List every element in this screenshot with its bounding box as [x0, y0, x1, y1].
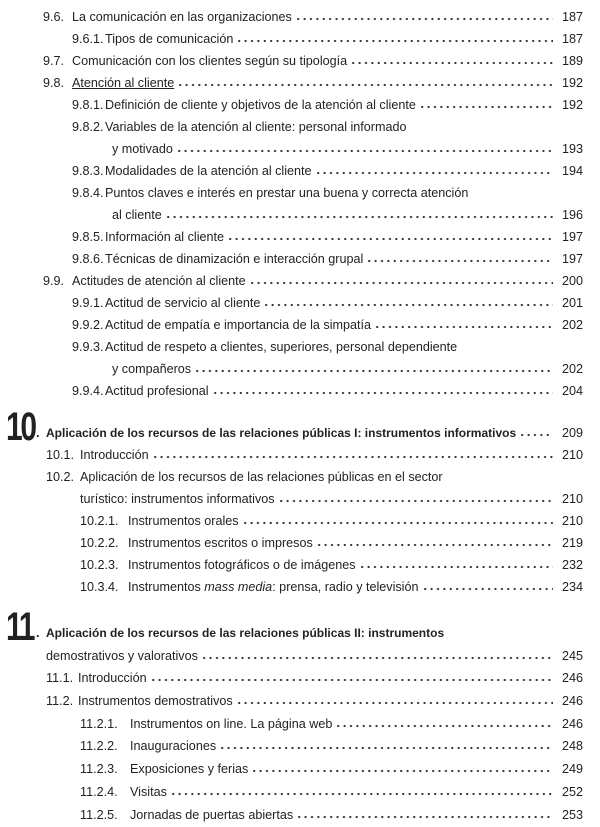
- entry-line: [46, 626, 583, 640]
- dot-leader: [227, 231, 553, 241]
- page-number: 187: [559, 32, 583, 46]
- dot-leader: [263, 297, 553, 307]
- page-number: 234: [559, 580, 583, 594]
- dot-leader: [295, 11, 553, 21]
- entry-line: [105, 164, 583, 178]
- dot-leader: [177, 77, 553, 87]
- entry-title-part: Instrumentos: [128, 580, 204, 594]
- dot-leader: [236, 33, 553, 43]
- section-number: 9.9.1.: [72, 296, 104, 310]
- section-number: 9.9.: [43, 274, 64, 288]
- dot-leader: [315, 165, 553, 175]
- entry-title: al cliente: [112, 208, 162, 222]
- dot-leader: [152, 449, 553, 459]
- entry-title: Atención al cliente: [72, 76, 174, 90]
- entry-title: Actitud de empatía e importancia de la simpatía: [105, 318, 371, 332]
- toc-entry[interactable]: [0, 183, 600, 205]
- entry-title: Instrumentos escritos o impresos: [128, 536, 313, 550]
- toc-entry[interactable]: [0, 759, 600, 782]
- toc-entry[interactable]: [0, 271, 600, 293]
- entry-line: [130, 808, 583, 822]
- dot-leader: [170, 786, 553, 796]
- entry-line: [105, 318, 583, 332]
- page-number: 202: [559, 318, 583, 332]
- page-number: 246: [559, 671, 583, 685]
- toc-entry[interactable]: [0, 511, 600, 533]
- section-number: 9.8.: [43, 76, 64, 90]
- chapter-heading[interactable]: [0, 423, 600, 445]
- chapter-number: 11: [6, 605, 33, 650]
- dot-leader: [335, 718, 553, 728]
- page-number: 187: [559, 10, 583, 24]
- entry-line: [128, 558, 583, 572]
- entry-title: [128, 580, 419, 594]
- toc-entry[interactable]: [0, 161, 600, 183]
- section-number: 9.8.3.: [72, 164, 104, 178]
- entry-line: [105, 384, 583, 398]
- entry-title: demostrativos y valorativos: [46, 649, 198, 663]
- entry-title: Exposiciones y ferias: [130, 762, 248, 776]
- page-number: 201: [559, 296, 583, 310]
- entry-line: [80, 492, 583, 506]
- entry-title: Comunicación con los clientes según su tipología: [72, 54, 347, 68]
- section-number: 11.2.5.: [80, 808, 118, 822]
- entry-line: [130, 785, 583, 799]
- entry-line: [105, 186, 583, 200]
- toc-entry[interactable]: [0, 805, 600, 827]
- chapter-group: [0, 7, 600, 403]
- chapter-number-dot: .: [36, 426, 40, 440]
- toc-entry-continuation: [0, 205, 600, 227]
- dot-leader: [201, 650, 553, 660]
- section-number: 11.2.4.: [80, 785, 118, 799]
- entry-title: Instrumentos fotográficos o de imágenes: [128, 558, 356, 572]
- dot-leader: [236, 695, 553, 705]
- section-number: 10.2.1.: [80, 514, 119, 528]
- toc-entry[interactable]: [0, 782, 600, 805]
- toc-entry[interactable]: [0, 315, 600, 337]
- toc-entry[interactable]: [0, 691, 600, 714]
- section-number: 9.7.: [43, 54, 64, 68]
- entry-title: Actitud de respeto a clientes, superiores, personal dependiente: [105, 340, 457, 354]
- entry-line: [80, 470, 583, 484]
- section-number: 11.1.: [46, 671, 73, 685]
- entry-title: Jornadas de puertas abiertas: [130, 808, 293, 822]
- entry-line: [128, 580, 583, 594]
- section-number: 10.2.: [46, 470, 74, 484]
- entry-title: Visitas: [130, 785, 167, 799]
- page-number: 210: [559, 448, 583, 462]
- page-number: 197: [559, 252, 583, 266]
- section-number: 9.9.3.: [72, 340, 104, 354]
- page-number: 249: [559, 762, 583, 776]
- toc-entry[interactable]: [0, 227, 600, 249]
- table-of-contents: [0, 7, 600, 827]
- entry-line: [80, 448, 583, 462]
- chapter-heading[interactable]: [0, 623, 600, 646]
- entry-title: Inauguraciones: [130, 739, 216, 753]
- page-number: 246: [559, 717, 583, 731]
- entry-line: [78, 694, 583, 708]
- entry-line: [112, 362, 583, 376]
- toc-entry[interactable]: [0, 555, 600, 577]
- entry-line: [105, 120, 583, 134]
- section-number: 10.3.4.: [80, 580, 119, 594]
- page-number: 210: [559, 514, 583, 528]
- entry-title: Instrumentos orales: [128, 514, 239, 528]
- entry-title: y motivado: [112, 142, 173, 156]
- dot-leader: [219, 740, 553, 750]
- page-number: 248: [559, 739, 583, 753]
- page-number: 200: [559, 274, 583, 288]
- page-number: 202: [559, 362, 583, 376]
- dot-leader: [366, 253, 553, 263]
- entry-title: Instrumentos demostrativos: [78, 694, 233, 708]
- entry-title: Actitud de servicio al cliente: [105, 296, 260, 310]
- entry-title-part: : prensa, radio y televisión: [272, 580, 418, 594]
- dot-leader: [350, 55, 553, 65]
- entry-title: Actitud profesional: [105, 384, 209, 398]
- entry-title: Actitudes de atención al cliente: [72, 274, 246, 288]
- toc-entry-continuation: [0, 139, 600, 161]
- entry-line: [72, 76, 583, 90]
- page-number: 196: [559, 208, 583, 222]
- page-number: 192: [559, 98, 583, 112]
- toc-entry[interactable]: [0, 73, 600, 95]
- entry-line: [72, 274, 583, 288]
- section-number: 9.8.4.: [72, 186, 104, 200]
- toc-entry-continuation: [0, 359, 600, 381]
- toc-entry[interactable]: [0, 577, 600, 599]
- page-number: 232: [559, 558, 583, 572]
- section-number: 9.9.4.: [72, 384, 104, 398]
- toc-entry[interactable]: [0, 117, 600, 139]
- toc-entry[interactable]: [0, 714, 600, 737]
- dot-leader: [419, 99, 553, 109]
- toc-entry[interactable]: [0, 533, 600, 555]
- entry-title: y compañeros: [112, 362, 191, 376]
- entry-line: [72, 54, 583, 68]
- entry-title: Variables de la atención al cliente: personal informado: [105, 120, 407, 134]
- section-number: 9.6.: [43, 10, 64, 24]
- toc-entry[interactable]: [0, 668, 600, 691]
- entry-title: Definición de cliente y objetivos de la atención al cliente: [105, 98, 416, 112]
- entry-title: Instrumentos on line. La página web: [130, 717, 332, 731]
- page-number: 204: [559, 384, 583, 398]
- page-number: 194: [559, 164, 583, 178]
- entry-line: [128, 514, 583, 528]
- page-number: 245: [559, 649, 583, 663]
- entry-title: Aplicación de los recursos de las relaciones públicas II: instrumentos: [46, 626, 444, 640]
- section-number: 10.2.2.: [80, 536, 119, 550]
- entry-line: [130, 717, 583, 731]
- entry-title: turístico: instrumentos informativos: [80, 492, 275, 506]
- entry-title: Introducción: [80, 448, 149, 462]
- dot-leader: [176, 143, 553, 153]
- page-number: 210: [559, 492, 583, 506]
- toc-entry[interactable]: [0, 95, 600, 117]
- entry-line: [105, 252, 583, 266]
- dot-leader: [194, 363, 553, 373]
- dot-leader: [359, 559, 553, 569]
- entry-line: [105, 296, 583, 310]
- toc-entry[interactable]: [0, 467, 600, 489]
- dot-leader: [242, 515, 553, 525]
- entry-line: [105, 98, 583, 112]
- page-number: 197: [559, 230, 583, 244]
- section-number: 9.8.2.: [72, 120, 104, 134]
- toc-entry[interactable]: [0, 337, 600, 359]
- dot-leader: [150, 672, 553, 682]
- chapter-number: 10: [6, 405, 35, 450]
- entry-line: [130, 739, 583, 753]
- toc-entry[interactable]: [0, 249, 600, 271]
- page-number: 252: [559, 785, 583, 799]
- toc-entry[interactable]: [0, 51, 600, 73]
- dot-leader: [249, 275, 553, 285]
- entry-line: [105, 230, 583, 244]
- toc-entry-continuation: [0, 646, 600, 669]
- dot-leader: [212, 385, 553, 395]
- entry-line: [78, 671, 583, 685]
- dot-leader: [422, 581, 554, 591]
- entry-title: Tipos de comunicación: [105, 32, 233, 46]
- entry-line: [72, 10, 583, 24]
- entry-title: Técnicas de dinamización e interacción grupal: [105, 252, 363, 266]
- toc-entry-continuation: [0, 489, 600, 511]
- entry-title: Modalidades de la atención al cliente: [105, 164, 312, 178]
- entry-title: Puntos claves e interés en prestar una buena y correcta atención: [105, 186, 468, 200]
- dot-leader: [278, 493, 553, 503]
- entry-title-italic: mass media: [204, 580, 272, 594]
- entry-title: Aplicación de los recursos de las relaciones públicas I: instrumentos informativos: [46, 426, 516, 440]
- section-number: 9.8.5.: [72, 230, 104, 244]
- chapter-group: [0, 423, 600, 599]
- entry-line: [105, 32, 583, 46]
- entry-line: [112, 142, 583, 156]
- entry-title: Aplicación de los recursos de las relaciones públicas en el sector: [80, 470, 443, 484]
- section-number: 11.2.2.: [80, 739, 118, 753]
- page-number: 253: [559, 808, 583, 822]
- section-number: 10.1.: [46, 448, 74, 462]
- chapter-group: [0, 623, 600, 827]
- entry-line: [112, 208, 583, 222]
- entry-title: Introducción: [78, 671, 147, 685]
- section-number: 11.2.1.: [80, 717, 118, 731]
- section-number: 9.8.6.: [72, 252, 104, 266]
- entry-line: [46, 649, 583, 663]
- entry-title: La comunicación en las organizaciones: [72, 10, 292, 24]
- section-number: 11.2.: [46, 694, 73, 708]
- section-number: 9.8.1.: [72, 98, 104, 112]
- toc-entry[interactable]: [0, 293, 600, 315]
- page-number: 193: [559, 142, 583, 156]
- page-number: 209: [559, 426, 583, 440]
- dot-leader: [519, 427, 553, 437]
- entry-line: [128, 536, 583, 550]
- entry-line: [46, 426, 583, 440]
- chapter-number-dot: .: [36, 626, 40, 640]
- toc-entry[interactable]: [0, 7, 600, 29]
- entry-line: [130, 762, 583, 776]
- toc-entry[interactable]: [0, 381, 600, 403]
- dot-leader: [296, 809, 553, 819]
- page-number: 189: [559, 54, 583, 68]
- dot-leader: [374, 319, 553, 329]
- section-number: 11.2.3.: [80, 762, 118, 776]
- section-number: 10.2.3.: [80, 558, 119, 572]
- entry-title: Información al cliente: [105, 230, 224, 244]
- section-number: 9.6.1.: [72, 32, 104, 46]
- toc-entry[interactable]: [0, 445, 600, 467]
- dot-leader: [251, 763, 553, 773]
- dot-leader: [165, 209, 553, 219]
- entry-line: [105, 340, 583, 354]
- toc-entry[interactable]: [0, 29, 600, 51]
- dot-leader: [316, 537, 553, 547]
- toc-entry[interactable]: [0, 736, 600, 759]
- page-number: 246: [559, 694, 583, 708]
- page-number: 192: [559, 76, 583, 90]
- section-number: 9.9.2.: [72, 318, 104, 332]
- page-number: 219: [559, 536, 583, 550]
